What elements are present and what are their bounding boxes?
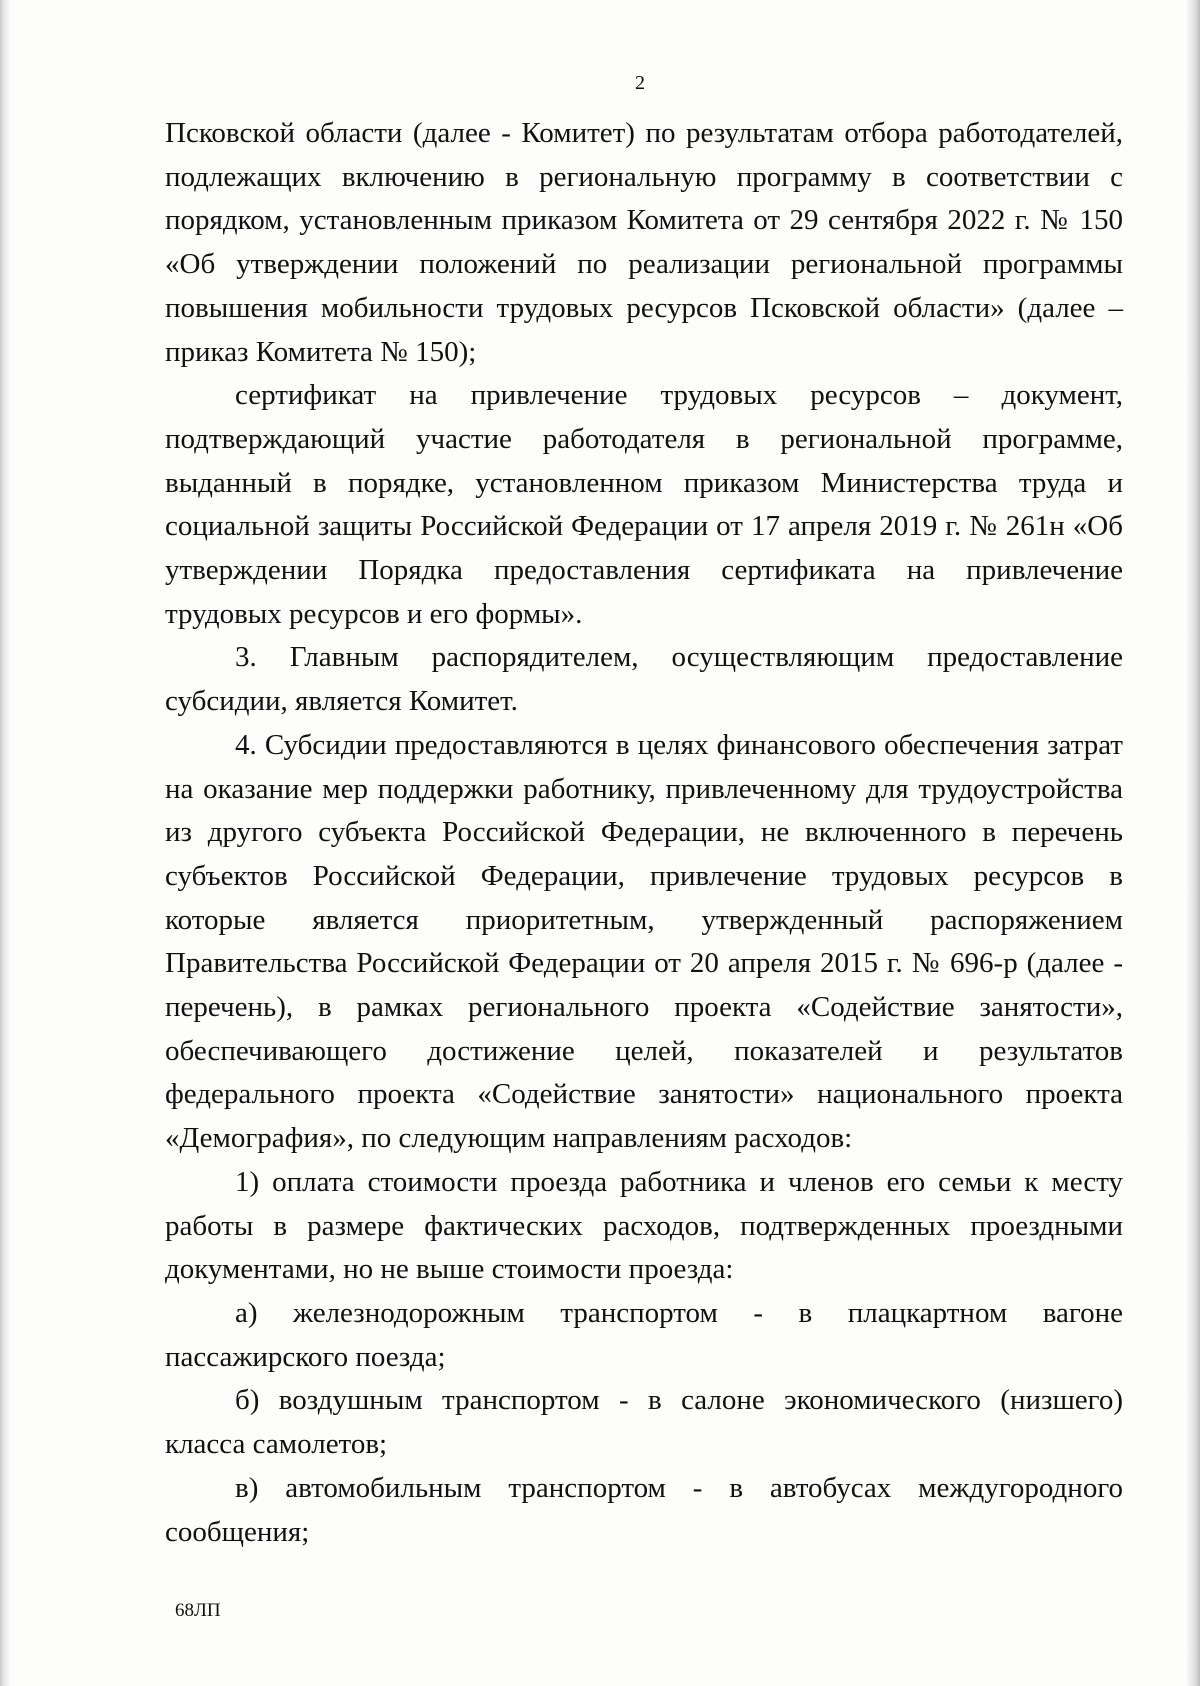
- scan-edge-left: [0, 0, 10, 1686]
- paragraph-subitem-b: б) воздушным транспортом - в салоне экономического (низшего) класса самолетов;: [165, 1384, 1123, 1461]
- footer-code: 68ЛП: [175, 1600, 221, 1621]
- scan-edge-right: [1186, 0, 1200, 1686]
- paragraph-subitem-a: а) железнодорожным транспортом - в плацкартном вагоне пассажирского поезда;: [165, 1296, 1123, 1373]
- paragraph-certificate-definition: сертификат на привлечение трудовых ресурсов – документ, подтверждающий участие работодателя в региональной программе, выданный в порядке, установленном приказом Министерства труда и социальной защиты Российской Федерации от 17 апреля 2019 г. № 261н «Об утверждении Порядка предоставления сертификата на привлечение трудовых ресурсов и его формы».: [165, 379, 1123, 630]
- page-number: 2: [635, 72, 645, 94]
- paragraph-item-4: 4. Субсидии предоставляются в целях финансового обеспечения затрат на оказание мер поддержки работнику, привлеченному для трудоустройства из другого субъекта Российской Федерации, не включенного в перечень субъектов Российской Федерации, привлечение трудовых ресурсов в которые является приоритетным, утвержденный распоряжением Правительства Российской Федерации от 20 апреля 2015 г. № 696-р (далее - перечень), в рамках регионального проекта «Содействие занятости», обеспечивающего достижение целей, показателей и результатов федерального проекта «Содействие занятости» национального проекта «Демография», по следующим направлениям расходов:: [165, 728, 1123, 1155]
- paragraph-subitem-1: 1) оплата стоимости проезда работника и членов его семьи к месту работы в размере фактических расходов, подтвержденных проездными документами, но не выше стоимости проезда:: [165, 1165, 1123, 1286]
- paragraph-subitem-v: в) автомобильным транспортом - в автобусах междугородного сообщения;: [165, 1471, 1123, 1548]
- paragraph-item-3: 3. Главным распорядителем, осуществляющим предоставление субсидии, является Комитет.: [165, 641, 1123, 718]
- paragraph-continuation: Псковской области (далее - Комитет) по результатам отбора работодателей, подлежащих включению в региональную программу в соответствии с порядком, установленным приказом Комитета от 29 сентября 2022 г. № 150 «Об утверждении положений по реализации региональной программы повышения мобильности трудовых ресурсов Псковской области» (далее – приказ Комитета № 150);: [165, 117, 1123, 368]
- document-body: [165, 112, 1123, 1554]
